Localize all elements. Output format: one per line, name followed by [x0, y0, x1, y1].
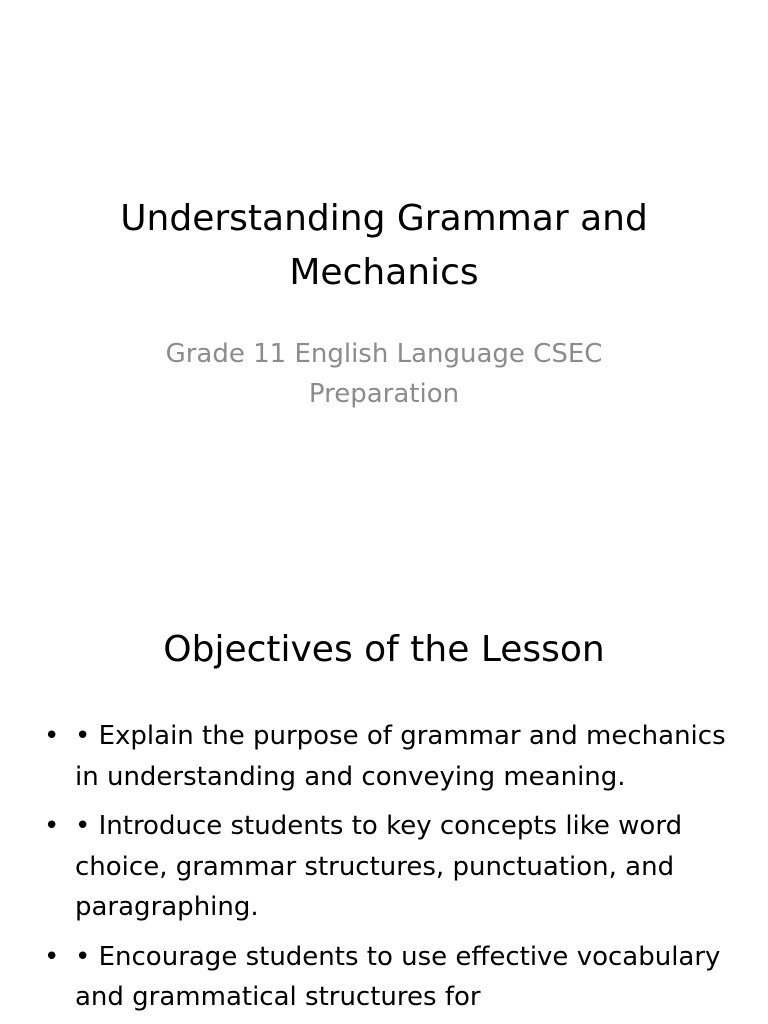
list-item-text: • Encourage students to use effective vocabulary and grammatical structures for: [75, 941, 721, 1012]
list-item: [44, 937, 734, 1018]
bullet-icon: •: [44, 941, 60, 972]
list-item: [44, 716, 734, 797]
slide-title: Understanding Grammar and Mechanics: [120, 198, 648, 293]
slide-subtitle: Grade 11 English Language CSEC Preparation: [165, 339, 603, 409]
list-item: [44, 806, 734, 928]
bullet-icon: •: [44, 811, 60, 841]
bullet-icon: •: [44, 721, 60, 751]
objectives-heading: Objectives of the Lesson: [163, 629, 605, 670]
list-item-text: • Introduce students to key concepts like word choice, grammar structures, punctuation, and paragraphing.: [75, 811, 683, 922]
objectives-list: [44, 716, 734, 1024]
list-item-text: • Explain the purpose of grammar and mechanics in understanding and conveying meaning.: [75, 721, 726, 792]
